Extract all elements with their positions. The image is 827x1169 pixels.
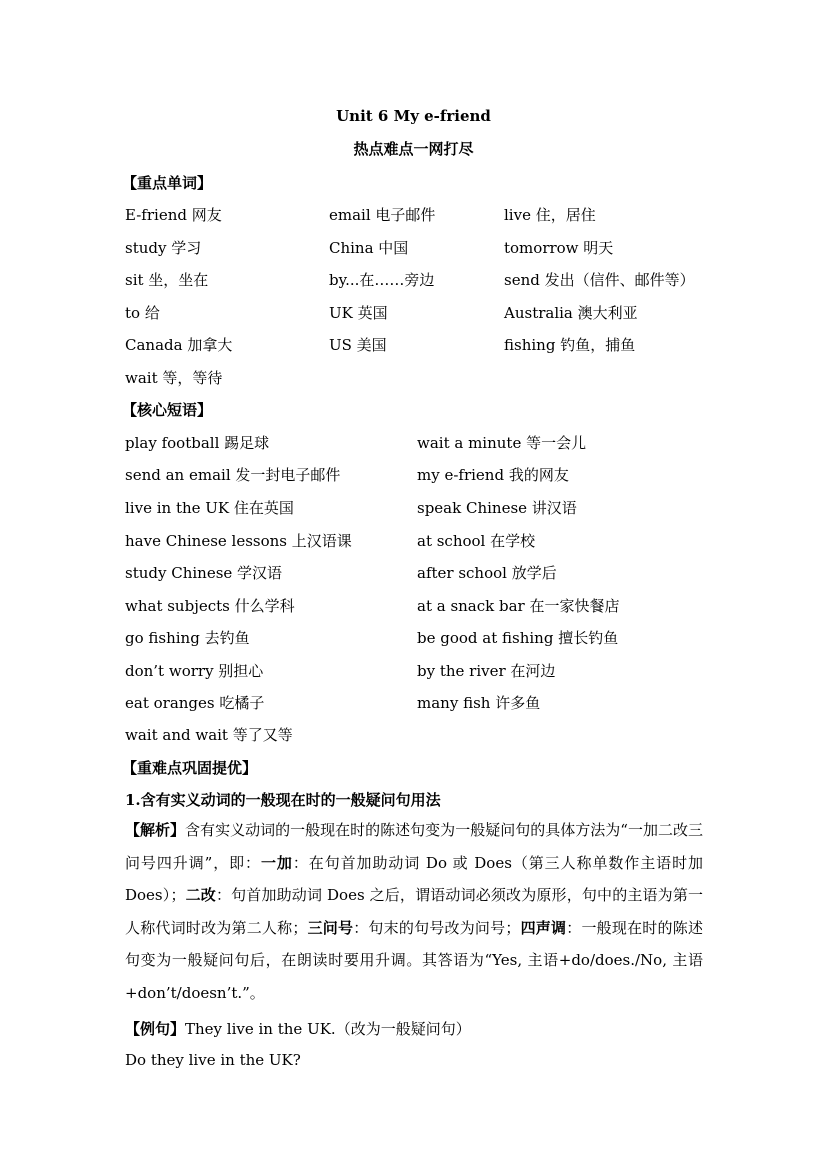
phrase-item: what subjects 什么学科: [125, 597, 295, 615]
phrase-item: my e-friend 我的网友: [417, 466, 569, 484]
word-item: E-friend 网友: [125, 206, 222, 224]
section-heading-words: 【重点单词】: [122, 174, 213, 192]
phrase-item: wait a minute 等一会儿: [417, 434, 587, 452]
page-title: Unit 6 My e-friend: [336, 107, 491, 125]
word-item: China 中国: [329, 239, 409, 257]
word-item: email 电子邮件: [329, 206, 436, 224]
word-item: send 发出（信件、邮件等）: [504, 271, 695, 289]
phrase-item: don’t worry 别担心: [125, 662, 264, 680]
analysis-text: ：在句首加助动词 Do 或 Does（第三人称单数作主语时加 Does）；: [125, 853, 703, 905]
phrase-item: live in the UK 住在英国: [125, 499, 294, 517]
example-answer: Do they live in the UK?: [125, 1051, 301, 1069]
analysis-paragraph: [125, 814, 703, 1010]
keyword: 一加: [260, 853, 293, 872]
phrase-item: wait and wait 等了又等: [125, 726, 293, 744]
phrase-item: after school 放学后: [417, 564, 557, 582]
phrase-item: go fishing 去钓鱼: [125, 629, 250, 647]
point-heading: 1.含有实义动词的一般现在时的一般疑问句用法: [125, 791, 441, 809]
phrase-item: at a snack bar 在一家快餐店: [417, 597, 620, 615]
phrase-item: have Chinese lessons 上汉语课: [125, 532, 352, 550]
keyword: 三问号: [307, 918, 354, 937]
word-item: fishing 钓鱼，捕鱼: [504, 336, 636, 354]
keyword: 四声调: [520, 918, 567, 937]
example-line: [125, 1018, 471, 1039]
phrase-item: study Chinese 学汉语: [125, 564, 283, 582]
word-item: study 学习: [125, 239, 202, 257]
word-item: tomorrow 明天: [504, 239, 614, 257]
phrase-item: be good at fishing 擅长钓鱼: [417, 629, 619, 647]
analysis-label: 【解析】: [125, 821, 186, 839]
keyword: 二改: [185, 886, 216, 905]
word-item: UK 英国: [329, 304, 388, 322]
word-item: US 美国: [329, 336, 387, 354]
phrase-item: send an email 发一封电子邮件: [125, 466, 341, 484]
phrase-item: play football 踢足球: [125, 434, 270, 452]
word-item: live 住，居住: [504, 206, 596, 224]
phrase-item: at school 在学校: [417, 532, 536, 550]
section-heading-phrases: 【核心短语】: [122, 401, 213, 419]
phrase-item: eat oranges 吃橘子: [125, 694, 265, 712]
analysis-text: 含有实义动词的一般现在时的陈述句变为一般疑问句的具体方法为“一加二改三问号四升调”，即：: [125, 821, 703, 872]
phrase-item: by the river 在河边: [417, 662, 556, 680]
page-subtitle: 热点难点一网打尽: [353, 140, 474, 158]
example-sentence: They live in the UK.（改为一般疑问句）: [185, 1020, 471, 1038]
word-item: Canada 加拿大: [125, 336, 233, 354]
word-item: wait 等，等待: [125, 369, 223, 387]
word-item: Australia 澳大利亚: [504, 304, 638, 322]
word-item: sit 坐，坐在: [125, 271, 209, 289]
example-label: 【例句】: [125, 1020, 186, 1038]
analysis-text: ：句首加助动词 Does 之后，谓语动词必须改为原形，句中的主语为第一人称代词时改为第二人称；: [125, 886, 704, 937]
word-item: by...在……旁边: [329, 271, 435, 289]
analysis-text: ：一般现在时的陈述句变为一般疑问句后，在朗读时要用升调。其答语为“Yes, 主语+do/does./No, 主语+don’t/doesn’t.”。: [125, 918, 703, 1002]
phrase-item: speak Chinese 讲汉语: [417, 499, 577, 517]
section-heading-points: 【重难点巩固提优】: [122, 759, 258, 777]
phrase-item: many fish 许多鱼: [417, 694, 541, 712]
analysis-text: ：句末的句号改为问号；: [353, 918, 521, 937]
word-item: to 给: [125, 304, 160, 322]
